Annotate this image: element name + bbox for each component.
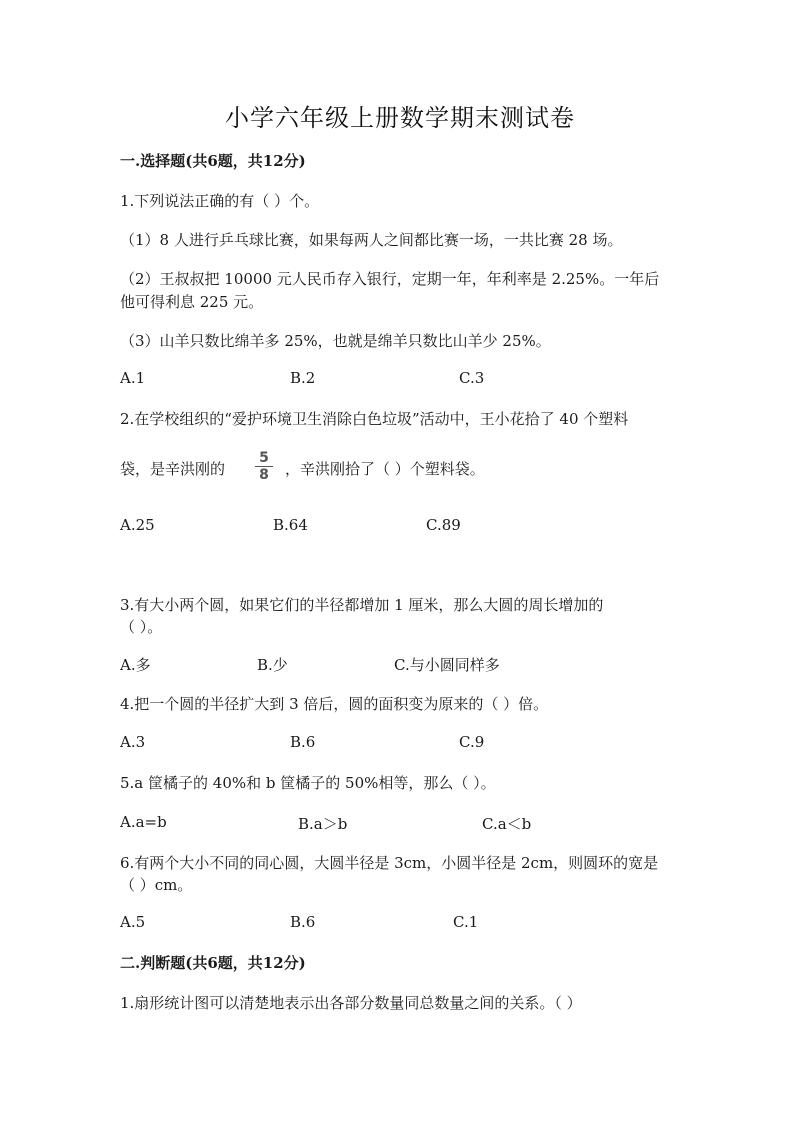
fraction-numerator: 5 bbox=[259, 450, 269, 466]
question-2-line-2-end: ，辛洪刚拾了（ ）个塑料袋。 bbox=[285, 460, 485, 478]
question-1-stem: 1.下列说法正确的有（ ）个。 bbox=[120, 192, 320, 210]
question-6-option-b: B.6 bbox=[290, 913, 316, 931]
question-2-line-1: 2.在学校组织的“爱护环境卫生消除白色垃圾”活动中，王小花拾了 40 个塑料 bbox=[120, 410, 629, 428]
question-4-stem: 4.把一个圆的半径扩大到 3 倍后，圆的面积变为原来的（ ）倍。 bbox=[120, 695, 549, 713]
question-2-line-2-start: 袋，是辛洪刚的 bbox=[120, 460, 226, 478]
question-5-option-b: B.a＞b bbox=[298, 815, 348, 833]
section-heading-choice: 一.选择题(共6题，共12分) bbox=[120, 152, 306, 170]
question-1-statement-2-line-1: （2）王叔叔把 10000 元人民币存入银行，定期一年，年利率是 2.25%。一年后 bbox=[120, 270, 660, 288]
fraction-five-eighths bbox=[255, 451, 273, 482]
question-3-line-2: （ ）。 bbox=[120, 618, 163, 636]
question-2-option-c: C.89 bbox=[426, 516, 461, 534]
section-heading-judgement: 二.判断题(共6题，共12分) bbox=[120, 954, 306, 972]
question-5-stem: 5.a 筐橘子的 40%和 b 筐橘子的 50%相等，那么（ ）。 bbox=[120, 774, 496, 792]
fraction-denominator: 8 bbox=[259, 467, 269, 483]
judgement-question-1: 1.扇形统计图可以清楚地表示出各部分数量同总数量之间的关系。（ ） bbox=[120, 994, 582, 1012]
question-4-option-b: B.6 bbox=[290, 733, 316, 751]
question-6-line-1: 6.有两个大小不同的同心圆，大圆半径是 3cm，小圆半径是 2cm，则圆环的宽是 bbox=[120, 854, 659, 872]
question-1-option-a: A.1 bbox=[120, 369, 146, 387]
question-6-option-c: C.1 bbox=[453, 913, 479, 931]
question-6-option-a: A.5 bbox=[120, 913, 146, 931]
question-1-statement-1: （1）8 人进行乒乓球比赛，如果每两人之间都比赛一场，一共比赛 28 场。 bbox=[120, 231, 623, 249]
question-1-statement-2-line-2: 他可得利息 225 元。 bbox=[120, 293, 264, 311]
question-2-option-b: B.64 bbox=[273, 516, 308, 534]
question-3-option-b: B.少 bbox=[257, 656, 288, 674]
question-3-line-1: 3.有大小两个圆，如果它们的半径都增加 1 厘米，那么大圆的周长增加的 bbox=[120, 596, 604, 614]
question-2-option-a: A.25 bbox=[120, 516, 155, 534]
page-title: 小学六年级上册数学期末测试卷 bbox=[225, 104, 575, 132]
question-1-option-c: C.3 bbox=[459, 369, 485, 387]
question-3-option-a: A.多 bbox=[120, 656, 151, 674]
question-6-line-2: （ ）cm。 bbox=[120, 876, 193, 894]
question-3-option-c: C.与小圆同样多 bbox=[394, 656, 500, 674]
question-4-option-c: C.9 bbox=[459, 733, 485, 751]
question-1-option-b: B.2 bbox=[290, 369, 316, 387]
question-4-option-a: A.3 bbox=[120, 733, 146, 751]
question-1-statement-3: （3）山羊只数比绵羊多 25%，也就是绵羊只数比山羊少 25%。 bbox=[120, 332, 551, 350]
question-5-option-a: A.a=b bbox=[120, 813, 167, 831]
question-5-option-c: C.a＜b bbox=[482, 815, 532, 833]
